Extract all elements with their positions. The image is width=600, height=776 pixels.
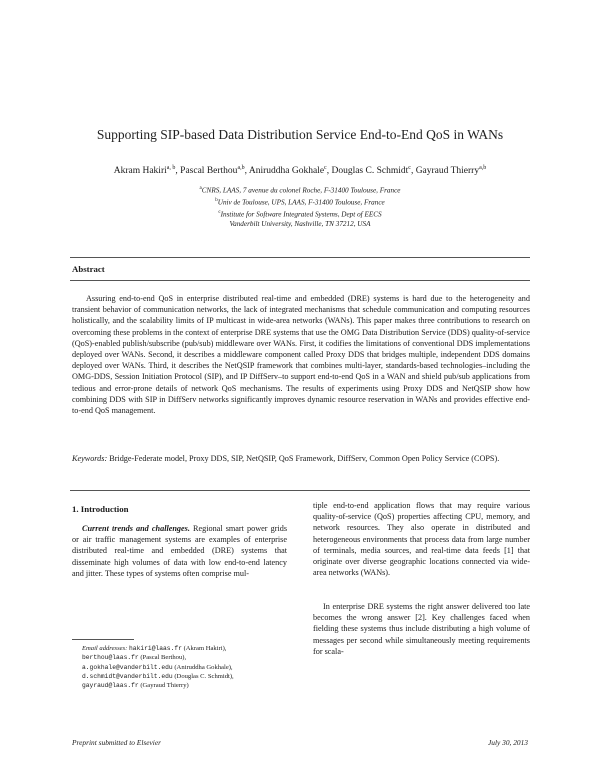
keywords-label: Keywords: <box>72 454 108 463</box>
affiliation: $^c$Institute for Software Integrated Systems, Dept of EECS <box>218 209 382 219</box>
author-list: Akram Hakiri$^{a, b}$, Pascal Berthou$^{a,b}$, Aniruddha Gokhale$^c$, Douglas C. Schmidt$^c$, Gayraud Thierry$^{a,b}$ <box>113 165 487 177</box>
email-link[interactable]: d.schmidt@vanderbilt.edu <box>82 672 173 680</box>
abstract-divider <box>70 280 530 281</box>
intro-right-para-1: tiple end-to-end application flows that may require various quality-of-service (QoS) properties affecting CPU, memory, and network resources. They also operate in distributed and heterogeneous environments that process data from large number of terminals, media sources, and real-time data feeds [1] that originate over diverse geographic locations connected via wide-area networks (WANs). <box>313 501 530 578</box>
email-link[interactable]: a.gokhale@vanderbilt.edu <box>82 663 173 671</box>
intro-lead: Current trends and challenges. <box>82 524 190 533</box>
footnote-line: a.gokhale@vanderbilt.edu (Aniruddha Gokhale), <box>82 663 233 671</box>
email-link[interactable]: berthou@laas.fr <box>82 654 139 662</box>
author: Aniruddha Gokhale$^c$ <box>248 165 327 177</box>
top-divider <box>70 257 530 258</box>
abstract-heading: Abstract <box>72 264 105 274</box>
intro-left-text: Regional smart power grids or air traffic management systems are examples of enterprise distributed real-time and embedded (DRE) systems that disseminate high volumes of data with low end-to-end latency and jitter. These types of systems often comprise mul- <box>72 524 288 578</box>
keywords <box>72 453 530 464</box>
affiliations <box>0 184 600 229</box>
paper-title: Supporting SIP-based Data Distribution Service End-to-End QoS in WANs <box>96 127 504 142</box>
email-link[interactable]: gayraud@laas.fr <box>82 682 139 690</box>
affiliation: Vanderbilt University, Nashville, TN 37212, USA <box>229 219 371 228</box>
footnote-line: Email addresses: hakiri@laas.fr (Akram Hakiri), <box>82 645 227 652</box>
footnote-line: berthou@laas.fr (Pascal Berthou), <box>82 654 187 662</box>
footnotes <box>82 644 302 690</box>
footnote-rule <box>72 639 134 640</box>
email-link[interactable]: hakiri@laas.fr <box>129 645 182 652</box>
author: Akram Hakiri$^{a, b}$ <box>113 165 176 177</box>
intro-left-column <box>72 523 287 579</box>
author: Pascal Berthou$^{a,b}$ <box>180 165 245 177</box>
keywords-divider <box>70 490 530 491</box>
keywords-text: Bridge-Federate model, Proxy DDS, SIP, NetQSIP, QoS Framework, DiffServ, Common Open Policy Service (COPS). <box>109 454 500 463</box>
author: Gayraud Thierry$^{a,b}$ <box>415 165 487 177</box>
abstract-body: Assuring end-to-end QoS in enterprise distributed real-time and embedded (DRE) systems is hard due to the heterogeneity and transient behavior of communication networks, the lack of integrated mechanisms that schedule communication and computing resources holistically, and the scalability limits of IP multicast in wide-area networks (WANs). This paper makes three contributions to research on overcoming these problems in the context of enterprise DRE systems that use the OMG Data Distribution Service (DDS) quality-of-service (QoS)-enabled publish/subscribe (pub/sub) middleware over WANs. First, it codifies the limitations of conventional DDS implementations deployed over WANs. Second, it describes a middleware component called Proxy DDS that bridges multiple, independent DDS domains deployed over WANs. Third, it describes the NetQSIP framework that combines multi-layer, standards-based technologies–including the OMG-DDS, Session Initiation Protocol (SIP), and IP DiffServ–to support end-to-end QoS in a WAN and shield pub/sub applications from tedious and error-prone details of network QoS mechanisms. The results of experiments using Proxy DDS and NetQSIP show how combining DDS with SIP in DiffServ networks significantly improves dynamic resource reservation in WANs and provides effective end-to-end QoS management. <box>72 294 530 416</box>
footer-preprint: Preprint submitted to Elsevier <box>72 738 162 747</box>
footnote-line: d.schmidt@vanderbilt.edu (Douglas C. Schmidt), <box>82 672 234 680</box>
affiliation: $^a$CNRS, LAAS, 7 avenue du colonel Roche, F-31400 Toulouse, France <box>199 186 401 195</box>
intro-right-para-2: In enterprise DRE systems the right answer delivered too late becomes the wrong answer [2]. Key challenges faced when fielding these systems thus include distributing a high volume of messages per second while simultaneously meeting requirements for scala- <box>313 602 530 656</box>
section-heading: 1. Introduction <box>72 504 129 514</box>
footer-date: July 30, 2013 <box>487 738 528 747</box>
footnote-line: gayraud@laas.fr (Gayraud Thierry) <box>82 682 189 690</box>
author: Douglas C. Schmidt$^c$ <box>331 165 411 177</box>
footnote-label: Email addresses: <box>82 645 128 652</box>
affiliation: $^b$Univ de Toulouse, UPS, LAAS, F-31400 Toulouse, France <box>215 197 385 207</box>
